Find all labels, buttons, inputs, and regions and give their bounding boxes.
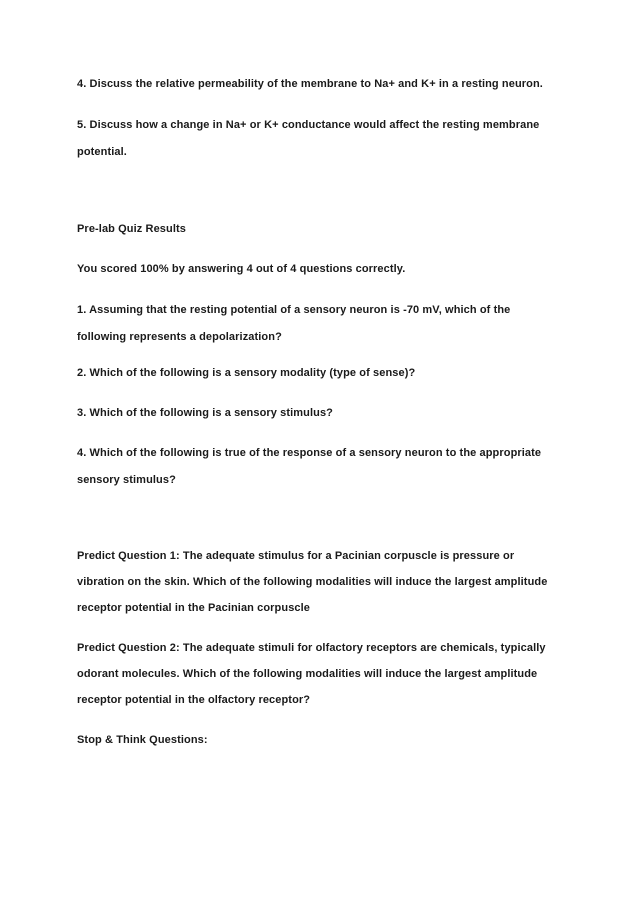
discuss-question-5-line-2: potential.: [77, 146, 127, 158]
prelab-quiz-heading: Pre-lab Quiz Results: [77, 223, 186, 235]
quiz-question-4-line-2: sensory stimulus?: [77, 474, 176, 486]
predict-question-2-line-3: receptor potential in the olfactory receptor?: [77, 694, 311, 706]
predict-question-1-line-3: receptor potential in the Pacinian corpuscle: [77, 602, 311, 614]
stop-think-heading: Stop & Think Questions:: [77, 734, 208, 746]
quiz-question-2: 2. Which of the following is a sensory modality (type of sense)?: [77, 367, 416, 379]
quiz-score: You scored 100% by answering 4 out of 4 questions correctly.: [77, 263, 406, 275]
discuss-question-4: 4. Discuss the relative permeability of the membrane to Na+ and K+ in a resting neuron.: [77, 78, 543, 90]
predict-question-2-line-1: Predict Question 2: The adequate stimuli for olfactory receptors are chemicals, typically: [77, 642, 546, 654]
predict-question-2-line-2: odorant molecules. Which of the following modalities will induce the largest amplitude: [77, 668, 538, 680]
quiz-question-4-line-1: 4. Which of the following is true of the response of a sensory neuron to the appropriate: [77, 447, 542, 459]
quiz-question-1-line-2: following represents a depolarization?: [77, 331, 282, 343]
discuss-question-5-line-1: 5. Discuss how a change in Na+ or K+ conductance would affect the resting membrane: [77, 119, 540, 131]
quiz-question-1-line-1: 1. Assuming that the resting potential of a sensory neuron is -70 mV, which of the: [77, 304, 511, 316]
predict-question-1-line-2: vibration on the skin. Which of the following modalities will induce the largest amplitude: [77, 576, 548, 588]
quiz-question-3: 3. Which of the following is a sensory stimulus?: [77, 407, 333, 419]
predict-question-1-line-1: Predict Question 1: The adequate stimulus for a Pacinian corpuscle is pressure or: [77, 550, 515, 562]
